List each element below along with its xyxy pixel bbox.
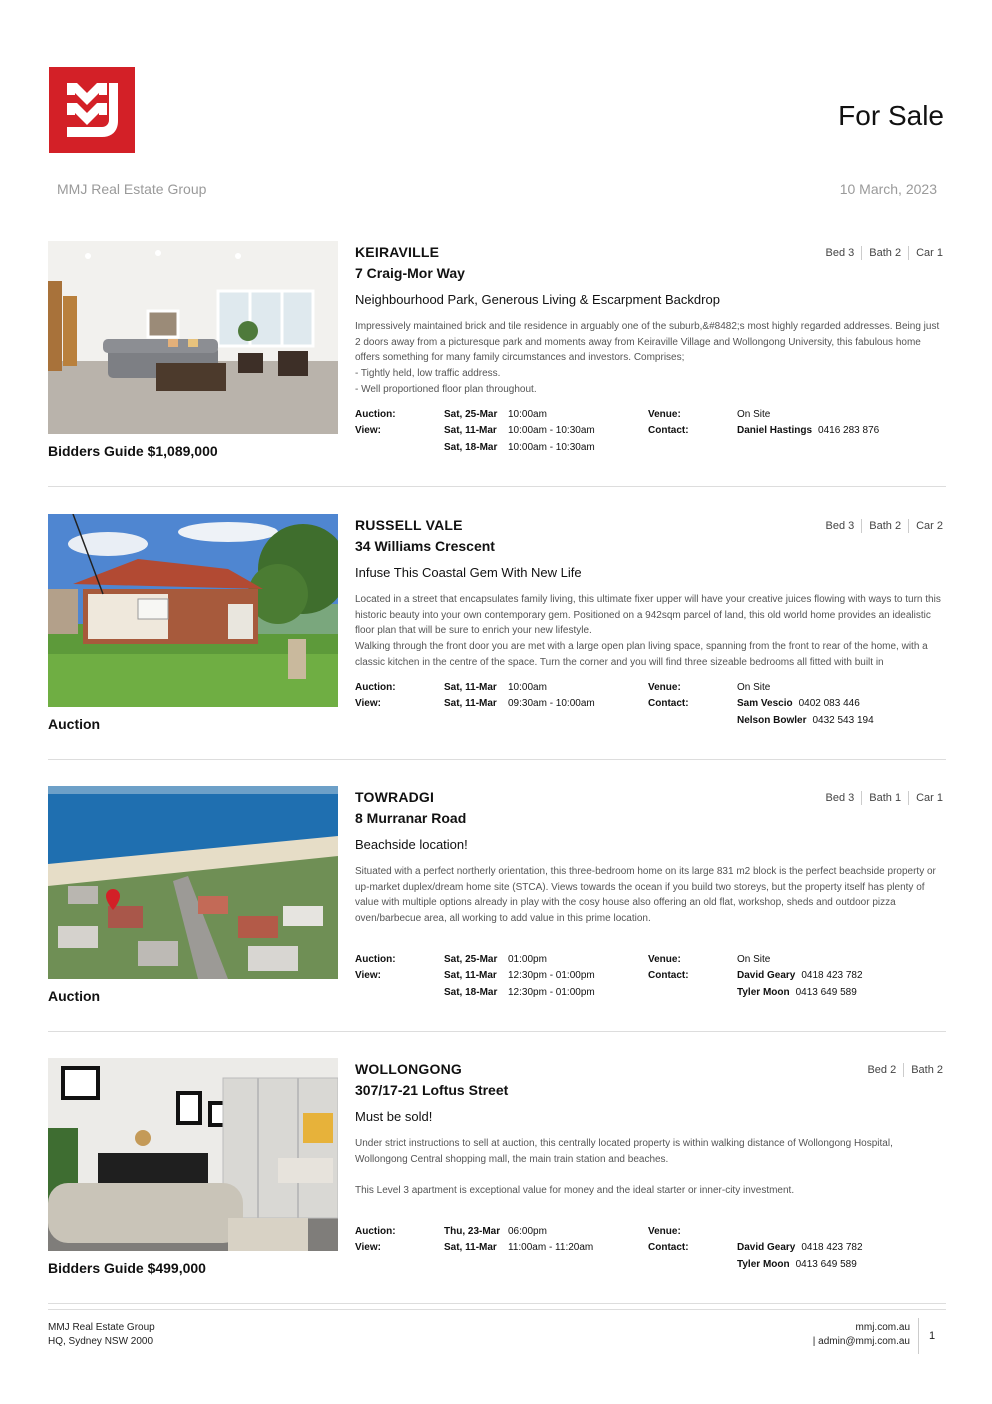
- listing-schedule: [355, 406, 943, 466]
- venue-value: On Site: [737, 681, 771, 693]
- feature-bath: Bath 2: [861, 246, 908, 260]
- listing-headline: Must be sold!: [355, 1109, 433, 1124]
- listing-details: [355, 514, 943, 739]
- feature-bed: Bed 3: [825, 247, 855, 259]
- listing-card[interactable]: [48, 1058, 946, 1308]
- auction-row: [355, 406, 648, 423]
- feature-bath: Bath 2: [861, 519, 908, 533]
- contact-row: [648, 423, 943, 440]
- listing-street: 7 Craig-Mor Way: [355, 265, 465, 281]
- venue-label: Venue:: [648, 953, 681, 965]
- footer-company-block: [48, 1321, 155, 1349]
- venue-row: [648, 406, 943, 423]
- contact-row: [648, 968, 943, 985]
- listing-photo-house-exterior[interactable]: [48, 514, 338, 707]
- listing-schedule: [355, 1223, 943, 1283]
- contact-label: Contact:: [648, 698, 689, 710]
- auction-row: [355, 1223, 648, 1240]
- view-time: 09:30am - 10:00am: [508, 698, 595, 710]
- contact-row: [648, 984, 943, 1001]
- view-day: Sat, 18-Mar: [444, 441, 498, 453]
- listing-suburb: RUSSELL VALE: [355, 517, 463, 533]
- company-name: MMJ Real Estate Group: [57, 181, 207, 197]
- view-label: View:: [355, 970, 381, 982]
- view-row: [355, 1240, 648, 1257]
- contact-phone[interactable]: 0418 423 782: [801, 1242, 863, 1254]
- document-date: 10 March, 2023: [839, 181, 937, 197]
- listing-price: Auction: [48, 716, 101, 732]
- feature-bed: Bed 3: [825, 792, 855, 804]
- contact-phone[interactable]: 0432 543 194: [812, 714, 874, 726]
- view-time: 11:00am - 11:20am: [508, 1242, 594, 1254]
- listing-headline: Beachside location!: [355, 837, 468, 852]
- view-day: Sat, 11-Mar: [444, 1242, 497, 1254]
- contact-name: David Geary: [737, 970, 796, 982]
- description-paragraph: Under strict instructions to sell at auction, this centrally located property is within walking distance of Wollongong Hospital, Wollongong Central shopping mall, the main train station and beaches.: [355, 1138, 893, 1165]
- footer-website-link[interactable]: mmj.com.au: [855, 1322, 910, 1333]
- auction-day: Sat, 11-Mar: [444, 681, 497, 693]
- contact-label: Contact:: [648, 970, 689, 982]
- footer-separator: [918, 1318, 919, 1354]
- listing-schedule: [355, 679, 943, 739]
- listing-description: [355, 864, 943, 942]
- auction-label: Auction:: [355, 953, 396, 965]
- auction-row: [355, 951, 648, 968]
- contact-label: Contact:: [648, 425, 689, 437]
- listing-features: [860, 1063, 943, 1077]
- venue-value: On Site: [737, 408, 771, 420]
- listing-card[interactable]: [48, 241, 946, 491]
- view-row: [355, 968, 648, 985]
- view-row: [355, 439, 648, 456]
- contact-row: [648, 696, 943, 713]
- auction-day: Thu, 23-Mar: [444, 1225, 501, 1237]
- contact-phone[interactable]: 0418 423 782: [801, 970, 863, 982]
- auction-time: 01:00pm: [508, 953, 547, 965]
- listing-divider: [48, 1031, 946, 1032]
- listing-schedule: [355, 951, 943, 1011]
- contact-label: Contact:: [648, 1242, 689, 1254]
- contact-name: Sam Vescio: [737, 698, 793, 710]
- feature-bed: Bed 3: [825, 520, 855, 532]
- contact-name: David Geary: [737, 1242, 796, 1254]
- venue-label: Venue:: [648, 408, 681, 420]
- mmj-logo-mark-icon: [49, 67, 135, 153]
- listing-divider: [48, 759, 946, 760]
- contact-name: Tyler Moon: [737, 986, 790, 998]
- view-row: [355, 423, 648, 440]
- view-day: Sat, 18-Mar: [444, 986, 498, 998]
- view-day: Sat, 11-Mar: [444, 970, 497, 982]
- listing-details: [355, 1058, 943, 1283]
- view-day: Sat, 11-Mar: [444, 425, 497, 437]
- feature-car: Car 2: [908, 519, 943, 533]
- contact-phone[interactable]: 0402 083 446: [798, 698, 860, 710]
- footer-address: HQ, Sydney NSW 2000: [48, 1336, 154, 1347]
- feature-car: Car 1: [908, 246, 943, 260]
- view-label: View:: [355, 425, 381, 437]
- description-paragraph: Walking through the front door you are met with a large open plan living space, spanning from the front to rear of the home, with a classic kitchen in the centre of the space. Turn the corner and you will find three sizeable bedrooms all fitted with built in: [355, 641, 928, 668]
- listing-photo-aerial-beach[interactable]: [48, 786, 338, 979]
- listing-divider: [48, 1303, 946, 1304]
- feature-bath: Bath 2: [903, 1063, 943, 1077]
- auction-day: Sat, 25-Mar: [444, 408, 498, 420]
- listing-headline: Infuse This Coastal Gem With New Life: [355, 565, 582, 580]
- view-time: 12:30pm - 01:00pm: [508, 986, 595, 998]
- mmj-logo: [49, 67, 135, 153]
- contact-phone[interactable]: 0413 649 589: [795, 986, 857, 998]
- contact-phone[interactable]: 0416 283 876: [818, 425, 880, 437]
- feature-bed: Bed 2: [867, 1064, 897, 1076]
- auction-day: Sat, 25-Mar: [444, 953, 498, 965]
- listing-suburb: KEIRAVILLE: [355, 244, 440, 260]
- footer-email-link[interactable]: | admin@mmj.com.au: [812, 1336, 910, 1347]
- listing-street: 8 Murranar Road: [355, 810, 467, 826]
- listing-divider: [48, 486, 946, 487]
- view-time: 12:30pm - 01:00pm: [508, 970, 595, 982]
- auction-time: 10:00am: [508, 408, 547, 420]
- contact-phone[interactable]: 0413 649 589: [795, 1258, 857, 1270]
- listing-suburb: TOWRADGI: [355, 789, 435, 805]
- listing-card[interactable]: [48, 786, 946, 1036]
- contact-row: [648, 1240, 943, 1257]
- listing-street: 307/17-21 Loftus Street: [355, 1082, 509, 1098]
- listing-details: [355, 786, 943, 1011]
- listing-street: 34 Williams Crescent: [355, 538, 495, 554]
- listing-description: [355, 592, 943, 670]
- view-label: View:: [355, 698, 381, 710]
- listing-suburb: WOLLONGONG: [355, 1061, 462, 1077]
- description-paragraph: Located in a street that encapsulates family living, this ultimate fixer upper will have your creative juices flowing with ways to turn this historic beauty into your own contemporary gem. Positioned on a 942sqm parcel of land, this old world home provides an idealistic floor plan that will be sure to enrich your new lifestyle.: [355, 594, 941, 637]
- description-paragraph: Situated with a perfect northerly orientation, this three-bedroom home on its large 831 m2 block is the perfect beachside property or up-market duplex/dream home site (STCA). Views towards the ocean if you build two storeys, but the property itself has plenty of value with multiple options already in play with the cosy house also offering an old flat, workshop, sheds and outdoor pizza oven/barbecue area, all working to add value in this prime location.: [355, 866, 936, 925]
- view-label: View:: [355, 1242, 381, 1254]
- listing-photo-bedroom[interactable]: [48, 1058, 338, 1251]
- view-row: [355, 696, 648, 713]
- venue-label: Venue:: [648, 1225, 681, 1237]
- page-title: For Sale: [838, 100, 944, 131]
- view-time: 10:00am - 10:30am: [508, 441, 595, 453]
- view-row: [355, 984, 648, 1001]
- listing-headline: Neighbourhood Park, Generous Living & Escarpment Backdrop: [355, 292, 720, 307]
- auction-label: Auction:: [355, 1225, 396, 1237]
- footer-divider: [48, 1309, 946, 1310]
- contact-name: Tyler Moon: [737, 1258, 790, 1270]
- venue-row: [648, 679, 943, 696]
- auction-time: 10:00am: [508, 681, 547, 693]
- listing-details: [355, 241, 943, 466]
- listing-price: Bidders Guide $1,089,000: [48, 443, 218, 459]
- listing-card[interactable]: [48, 514, 946, 764]
- contact-row: [648, 1256, 943, 1273]
- contact-name: Nelson Bowler: [737, 714, 807, 726]
- auction-time: 06:00pm: [508, 1225, 547, 1237]
- auction-label: Auction:: [355, 681, 396, 693]
- description-paragraph: [355, 1167, 943, 1183]
- listing-features: [819, 519, 943, 533]
- page-number: 1: [929, 1330, 936, 1342]
- listing-features: [819, 791, 943, 805]
- venue-row: [648, 1223, 943, 1240]
- view-day: Sat, 11-Mar: [444, 698, 497, 710]
- description-paragraph: - Well proportioned floor plan throughout.: [355, 383, 537, 395]
- contact-row: [648, 712, 943, 729]
- feature-bath: Bath 1: [861, 791, 908, 805]
- listing-photo-living-room[interactable]: [48, 241, 338, 434]
- listing-description: [355, 319, 943, 397]
- venue-label: Venue:: [648, 681, 681, 693]
- venue-row: [648, 951, 943, 968]
- description-paragraph: Impressively maintained brick and tile residence in arguably one of the suburb,&#8482;s most highly regarded addresses. Being just 2 doors away from a picturesque park and moments away from Keiraville Village and Wollongong University, this fabulous home offers something for many family circumstances and investors. Comprises;: [355, 321, 940, 364]
- footer-contact-block: [813, 1321, 910, 1349]
- description-paragraph: - Tightly held, low traffic address.: [355, 368, 501, 380]
- footer-company: MMJ Real Estate Group: [48, 1322, 155, 1333]
- contact-name: Daniel Hastings: [737, 425, 813, 437]
- listing-price: Bidders Guide $499,000: [48, 1260, 206, 1276]
- listing-description: [355, 1136, 943, 1214]
- listing-features: [819, 246, 943, 260]
- auction-label: Auction:: [355, 408, 396, 420]
- feature-car: Car 1: [908, 791, 943, 805]
- auction-row: [355, 679, 648, 696]
- view-time: 10:00am - 10:30am: [508, 425, 595, 437]
- description-paragraph: This Level 3 apartment is exceptional value for money and the ideal starter or inner-city investment.: [355, 1185, 795, 1197]
- venue-value: On Site: [737, 953, 771, 965]
- listing-price: Auction: [48, 988, 101, 1004]
